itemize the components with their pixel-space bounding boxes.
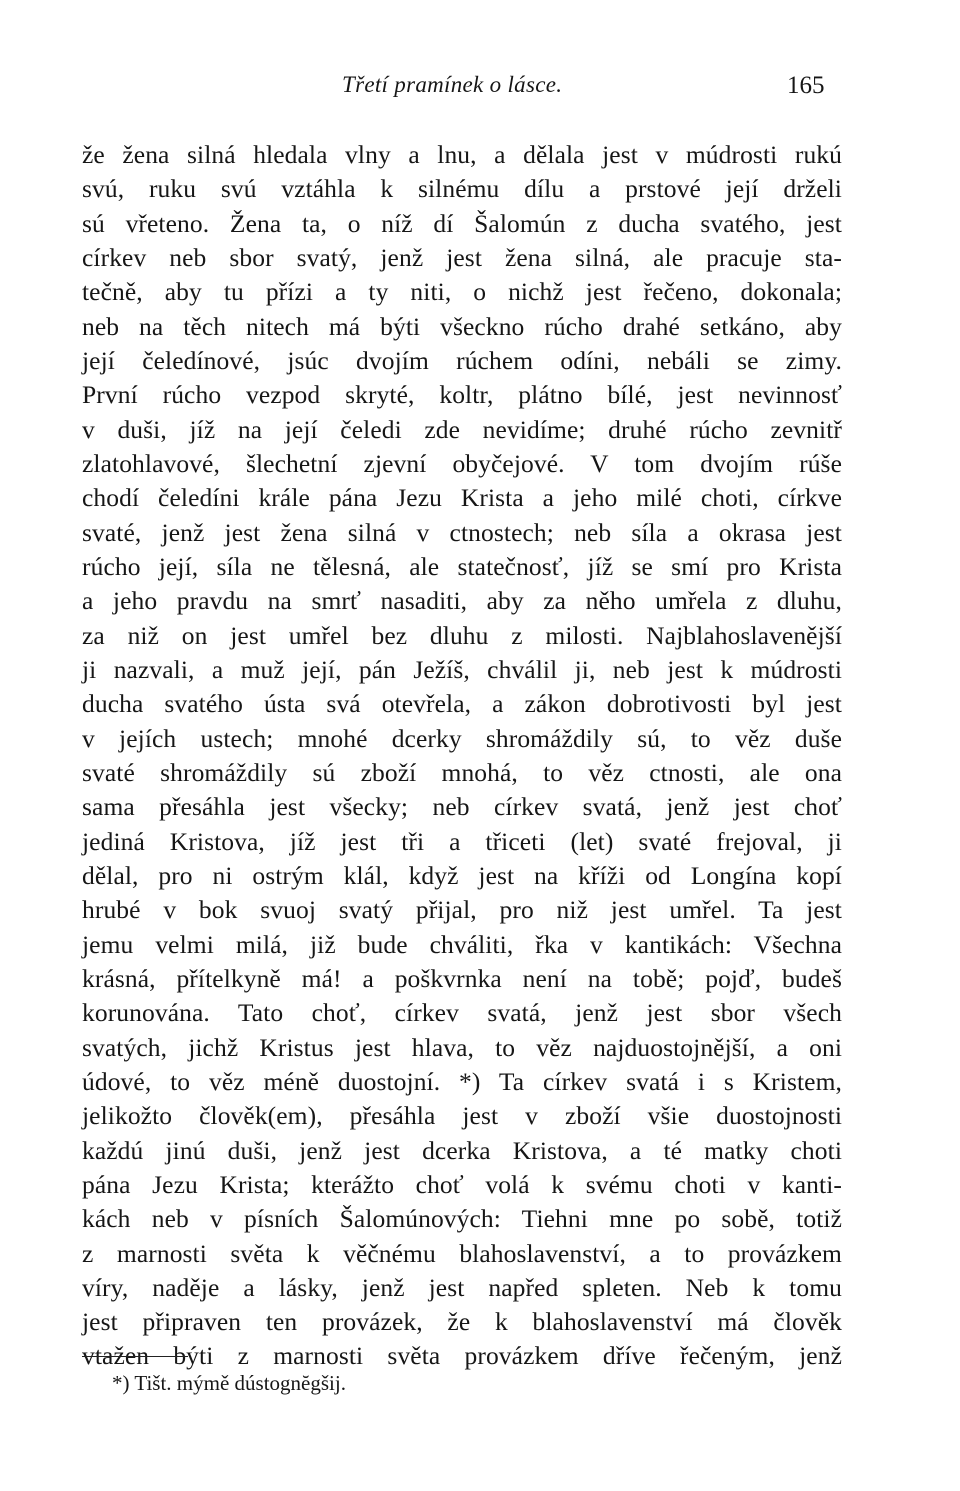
text-line: za niž on jest umřel bez dluhu z milosti. Najblahoslavenější <box>82 620 842 650</box>
text-line: a jeho pravdu na smrť nasaditi, aby za něho umřela z dluhu, <box>82 586 842 616</box>
text-line: víry, naděje a lásky, jenž jest napřed spleten. Neb k tomu <box>82 1272 842 1302</box>
text-line: svaté shromáždily sú zboží mnohá, to věz ctnosti, ale ona <box>82 757 842 787</box>
text-line: ducha svatého ústa svá otevřela, a zákon dobrotivosti byl jest <box>82 689 842 719</box>
text-line: vtažen býti z marnosti světa provázkem dříve řečeným, jenž <box>82 1341 842 1371</box>
text-line: církev neb sbor svatý, jenž jest žena silná, ale pracuje sta- <box>82 242 842 272</box>
text-line: svú, ruku svú vztáhla k silnému dílu a prstové její drželi <box>82 174 842 204</box>
text-line: jediná Kristova, jíž jest tři a třiceti (let) svaté frejoval, ji <box>82 826 842 856</box>
text-line: zlatohlavové, šlechetní zjevní obyčejové. V tom dvojím rúše <box>82 448 842 478</box>
text-line: v duši, jíž na její čeledi zde nevidíme; druhé rúcho zevnitř <box>82 414 842 444</box>
text-line: krásná, přítelkyně má! a poškvrnka není na tobě; pojď, budeš <box>82 963 842 993</box>
running-title: Třetí pramínek o lásce. <box>342 72 563 97</box>
text-line: svatých, jichž Kristus jest hlava, to věz najduostojnější, a oni <box>82 1032 842 1062</box>
text-line: rúcho její, síla ne tělesná, ale statečnosť, jíž se smí pro Krista <box>82 551 842 581</box>
text-line: jest připraven ten provázek, že k blahoslavenství má člověk <box>82 1307 842 1337</box>
text-line: neb na těch nitech má býti všeckno rúcho drahé setkáno, aby <box>82 311 842 341</box>
text-line: První rúcho vezpod skryté, koltr, plátno bílé, jest nevinnosť <box>82 380 842 410</box>
text-line: její čeledínové, jsúc dvojím rúchem odíni, nebáli se zimy. <box>82 345 842 375</box>
footnote: *) Tišt. mýmě dústognĕgšij. <box>112 1371 346 1395</box>
running-header <box>0 72 960 106</box>
text-line: pána Jezu Krista; kterážto choť volá k svému choti v kanti- <box>82 1169 842 1199</box>
body-text <box>82 138 842 1374</box>
text-line: svaté, jenž jest žena silná v ctnostech; neb síla a okrasa jest <box>82 517 842 547</box>
text-line: tečně, aby tu přízi a ty niti, o nichž jest řečeno, dokonala; <box>82 277 842 307</box>
text-line: kách neb v písních Šalomúnových: Tiehni mne po sobě, totiž <box>82 1204 842 1234</box>
page-number: 165 <box>787 72 825 99</box>
text-line: údové, to věz méně duostojní. *) Ta církev svatá i s Kristem, <box>82 1066 842 1096</box>
text-line: chodí čeledíni krále pána Jezu Krista a jeho milé choti, církve <box>82 483 842 513</box>
text-line: korunována. Tato choť, církev svatá, jenž jest sbor všech <box>82 998 842 1028</box>
text-line: hrubé v bok svuoj svatý přijal, pro niž jest umřel. Ta jest <box>82 895 842 925</box>
text-line: jemu velmi milá, již bude chváliti, řka v kantikách: Všechna <box>82 929 842 959</box>
text-line: sama přesáhla jest všecky; neb církev svatá, jenž jest choť <box>82 792 842 822</box>
text-line: v jejích ustech; mnohé dcerky shromáždily sú, to věz duše <box>82 723 842 753</box>
text-line: z marnosti světa k věčnému blahoslavenství, a to provázkem <box>82 1238 842 1268</box>
footnote-divider <box>82 1356 188 1357</box>
text-line: že žena silná hledala vlny a lnu, a dělala jest v múdrosti rukú <box>82 140 842 169</box>
text-line: ji nazvali, a muž její, pán Ježíš, chválil ji, neb jest k múdrosti <box>82 654 842 684</box>
text-line: jelikožto člověk(em), přesáhla jest v zboží všie duostojnosti <box>82 1101 842 1131</box>
text-line: dělal, pro ni ostrým klál, když jest na kříži od Longína kopí <box>82 860 842 890</box>
text-line: sú vřeteno. Žena ta, o níž dí Šalomún z ducha svatého, jest <box>82 208 842 238</box>
text-line: každú jinú duši, jenž jest dcerka Kristova, a té matky choti <box>82 1135 842 1165</box>
